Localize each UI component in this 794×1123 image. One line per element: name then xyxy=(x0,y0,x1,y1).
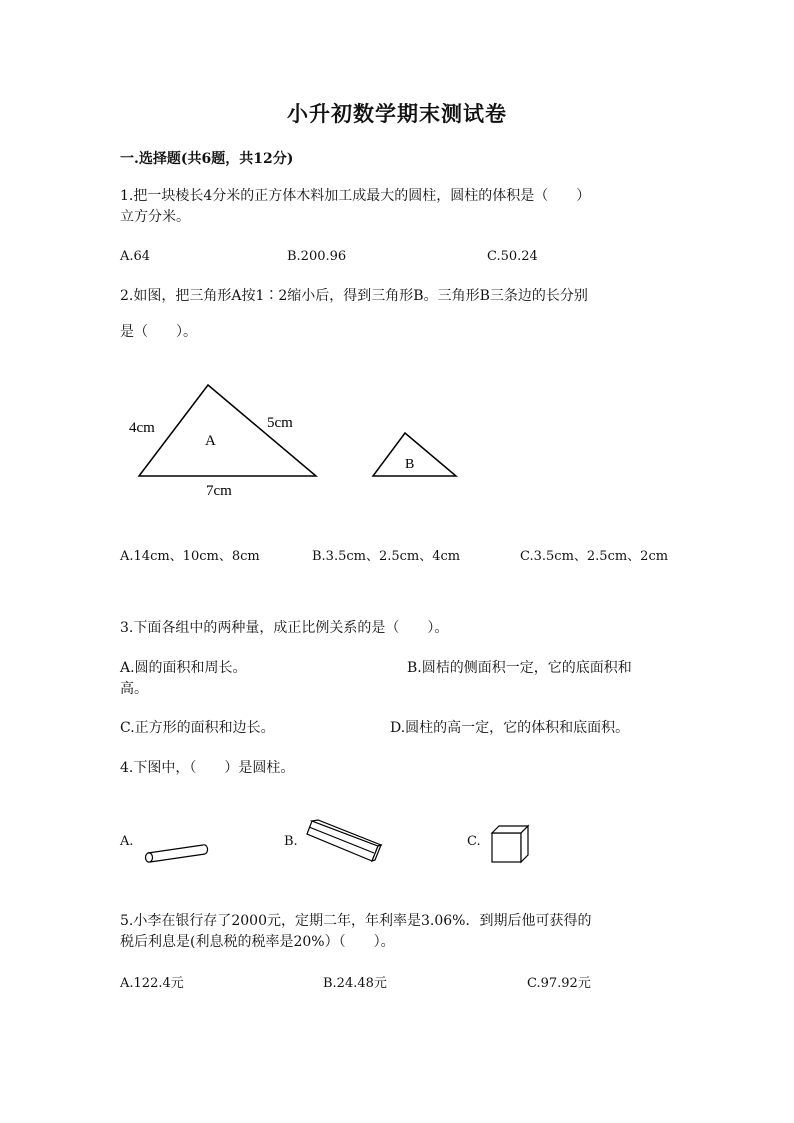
question-3: 3.下面各组中的两种量，成正比例关系的是（ ）。 xyxy=(120,620,449,636)
question-5-line-2: 税后利息是(利息税的税率是20%）（ ）。 xyxy=(120,934,395,950)
q1-option-a: A.64 xyxy=(120,249,151,264)
q2-option-b: B.3.5cm、2.5cm、4cm xyxy=(312,549,461,564)
q2-option-c: C.3.5cm、2.5cm、2cm xyxy=(520,549,669,564)
q5-option-a: A.122.4元 xyxy=(120,976,184,991)
q5-option-b: B.24.48元 xyxy=(323,976,387,991)
q3-option-b-continued: 高。 xyxy=(120,681,148,697)
question-5 xyxy=(120,911,591,953)
q5-option-c: C.97.92元 xyxy=(527,976,591,991)
q2-option-a: A.14cm、10cm、8cm xyxy=(120,549,260,564)
triangle-a-base-label: 7cm xyxy=(206,483,232,499)
question-2-line-2: 是（ ）。 xyxy=(120,324,197,340)
q3-option-a: A.圆的面积和周长。 xyxy=(120,660,247,676)
triangular-prism-icon xyxy=(307,820,381,861)
q3-option-b: B.圆桔的侧面积一定，它的底面积和 xyxy=(407,660,632,676)
question-4: 4.下图中，（ ）是圆柱。 xyxy=(120,760,295,776)
question-5-line-1: 5.小李在银行存了2000元，定期二年，年利率是3.06%．到期后他可获得的 xyxy=(120,913,592,929)
triangle-b-label: B xyxy=(405,457,415,472)
page-title: 小升初数学期末测试卷 xyxy=(287,101,507,126)
q3-option-d: D.圆柱的高一定，它的体积和底面积。 xyxy=(390,720,630,736)
section-heading: 一.选择题(共6题，共12分) xyxy=(120,151,294,167)
question-1-line-2: 立方分米。 xyxy=(120,209,190,225)
cylinder-icon xyxy=(146,845,208,862)
q1-option-b: B.200.96 xyxy=(287,249,347,264)
q1-option-c: C.50.24 xyxy=(487,249,538,264)
question-2-line-1: 2.如图，把三角形A按1∶2缩小后，得到三角形B。三角形B三条边的长分别 xyxy=(120,288,588,304)
q4-option-a: A. xyxy=(120,834,134,849)
q3-option-c: C.正方形的面积和边长。 xyxy=(120,720,275,736)
triangle-a-right-side-label: 5cm xyxy=(267,415,293,431)
triangle-a-left-side-label: 4cm xyxy=(129,420,155,436)
triangle-a-label: A xyxy=(205,433,216,449)
cube-icon xyxy=(492,826,528,862)
question-1-line-1: 1.把一块棱长4分米的正方体木料加工成最大的圆柱，圆柱的体积是（ ） xyxy=(120,188,591,204)
q4-option-c: C. xyxy=(467,834,481,849)
q4-option-b: B. xyxy=(284,834,298,849)
